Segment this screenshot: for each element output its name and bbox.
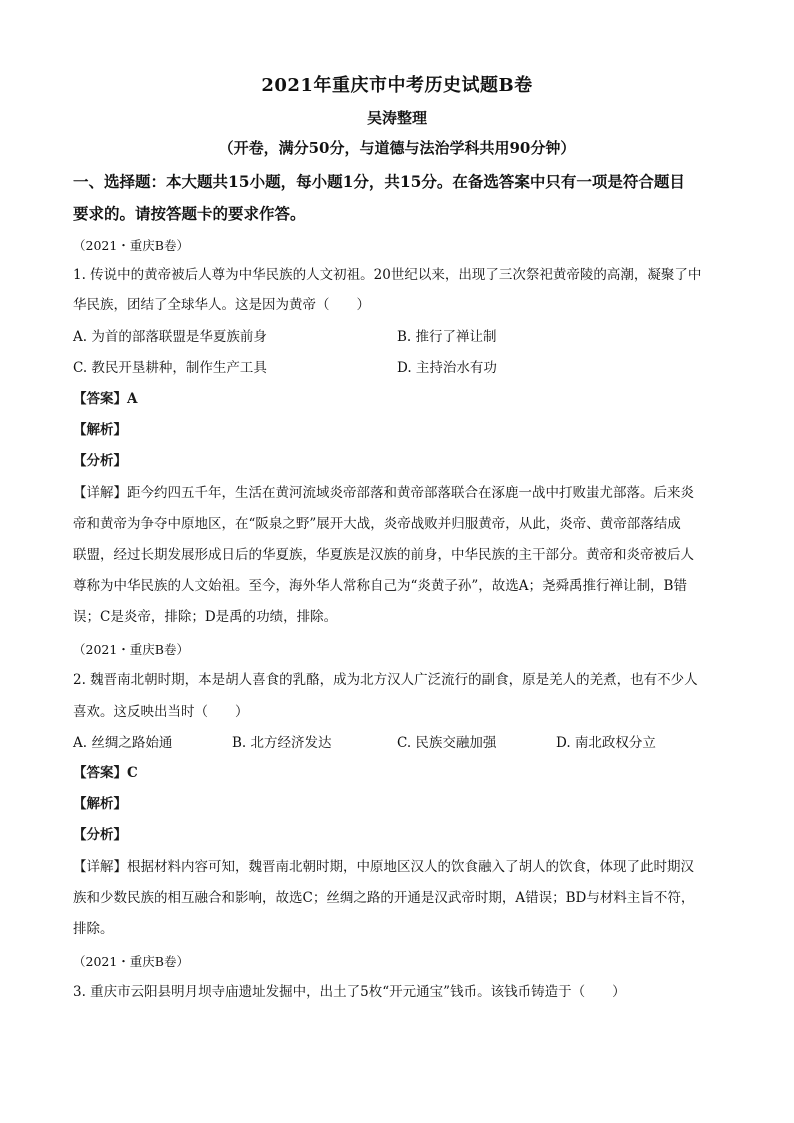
author-line: 吴涛整理 xyxy=(366,109,427,127)
q2-stem-line-1: 2. 魏晋南北朝时期，本是胡人喜食的乳酪，成为北方汉人广泛流行的副食，原是羌人的羌煮，也有不少人 xyxy=(73,672,698,688)
q2-analysis-label: 【解析】 xyxy=(73,796,127,812)
q1-option-c: C. 教民开垦耕种，制作生产工具 xyxy=(73,360,267,376)
q1-detail-line-3: 联盟，经过长期发展形成日后的华夏族，华夏族是汉族的前身，中华民族的主干部分。黄帝和炎帝被后人 xyxy=(73,547,694,563)
q1-stem-line-1: 1. 传说中的黄帝被后人尊为中华民族的人文初祖。20世纪以来，出现了三次祭祀黄帝陵的高潮，凝聚了中 xyxy=(73,267,702,283)
q2-stem-line-2: 喜欢。这反映出当时（ ） xyxy=(73,704,249,720)
q2-source: （2021・重庆B卷） xyxy=(73,642,189,657)
q1-detail-line-4: 尊称为中华民族的人文始祖。至今，海外华人常称自己为“炎黄子孙”，故选A；尧舜禹推行禅让制，B错 xyxy=(73,578,687,594)
q1-detail-line-2: 帝和黄帝为争夺中原地区，在“阪泉之野”展开大战，炎帝战败并归服黄帝，从此，炎帝、黄帝部落结成 xyxy=(73,516,681,532)
q3-source: （2021・重庆B卷） xyxy=(73,954,189,969)
q1-detail-line-1: 【详解】距今约四五千年，生活在黄河流域炎帝部落和黄帝部落联合在涿鹿一战中打败蚩尤部落。后来炎 xyxy=(73,485,694,501)
q2-detail-line-1: 【详解】根据材料内容可知，魏晋南北朝时期，中原地区汉人的饮食融入了胡人的饮食，体现了此时期汉 xyxy=(73,859,694,875)
q2-option-d: D. 南北政权分立 xyxy=(556,735,656,751)
q1-option-b: B. 推行了禅让制 xyxy=(397,329,497,345)
q1-stem-line-2: 华民族，团结了全球华人。这是因为黄帝（ ） xyxy=(73,297,370,313)
section-heading xyxy=(73,166,733,230)
q2-option-c: C. 民族交融加强 xyxy=(397,735,497,751)
exam-subtitle: （开卷，满分50分，与道德与法治学科共用90分钟） xyxy=(218,139,576,157)
q1-option-a: A. 为首的部落联盟是华夏族前身 xyxy=(73,329,267,345)
page-title: 2021年重庆市中考历史试题B卷 xyxy=(261,75,533,96)
q2-detail-line-3: 排除。 xyxy=(73,921,114,937)
q2-breakdown-label: 【分析】 xyxy=(73,827,127,843)
q1-breakdown-label: 【分析】 xyxy=(73,453,127,469)
q2-answer: 【答案】C xyxy=(73,765,138,781)
section-heading-line-2: 要求的。请按答题卡的要求作答。 xyxy=(73,204,306,223)
q1-answer: 【答案】A xyxy=(73,391,138,407)
q2-option-a: A. 丝绸之路始通 xyxy=(73,735,173,751)
q2-option-b: B. 北方经济发达 xyxy=(232,735,332,751)
q3-stem-line-1: 3. 重庆市云阳县明月坝寺庙遗址发掘中，出土了5枚“开元通宝”钱币。该钱币铸造于（ ） xyxy=(73,984,626,1000)
q1-option-d: D. 主持治水有功 xyxy=(397,360,497,376)
q1-detail-line-5: 误；C是炎帝，排除；D是禹的功绩，排除。 xyxy=(73,609,338,625)
q2-detail-line-2: 族和少数民族的相互融合和影响，故选C；丝绸之路的开通是汉武帝时期，A错误；BD与材料主旨不符， xyxy=(73,890,695,906)
q1-analysis-label: 【解析】 xyxy=(73,422,127,438)
section-heading-line-1: 一、选择题：本大题共15小题，每小题1分，共15分。在备选答案中只有一项是符合题目 xyxy=(73,172,685,191)
q1-source: （2021・重庆B卷） xyxy=(73,238,189,253)
